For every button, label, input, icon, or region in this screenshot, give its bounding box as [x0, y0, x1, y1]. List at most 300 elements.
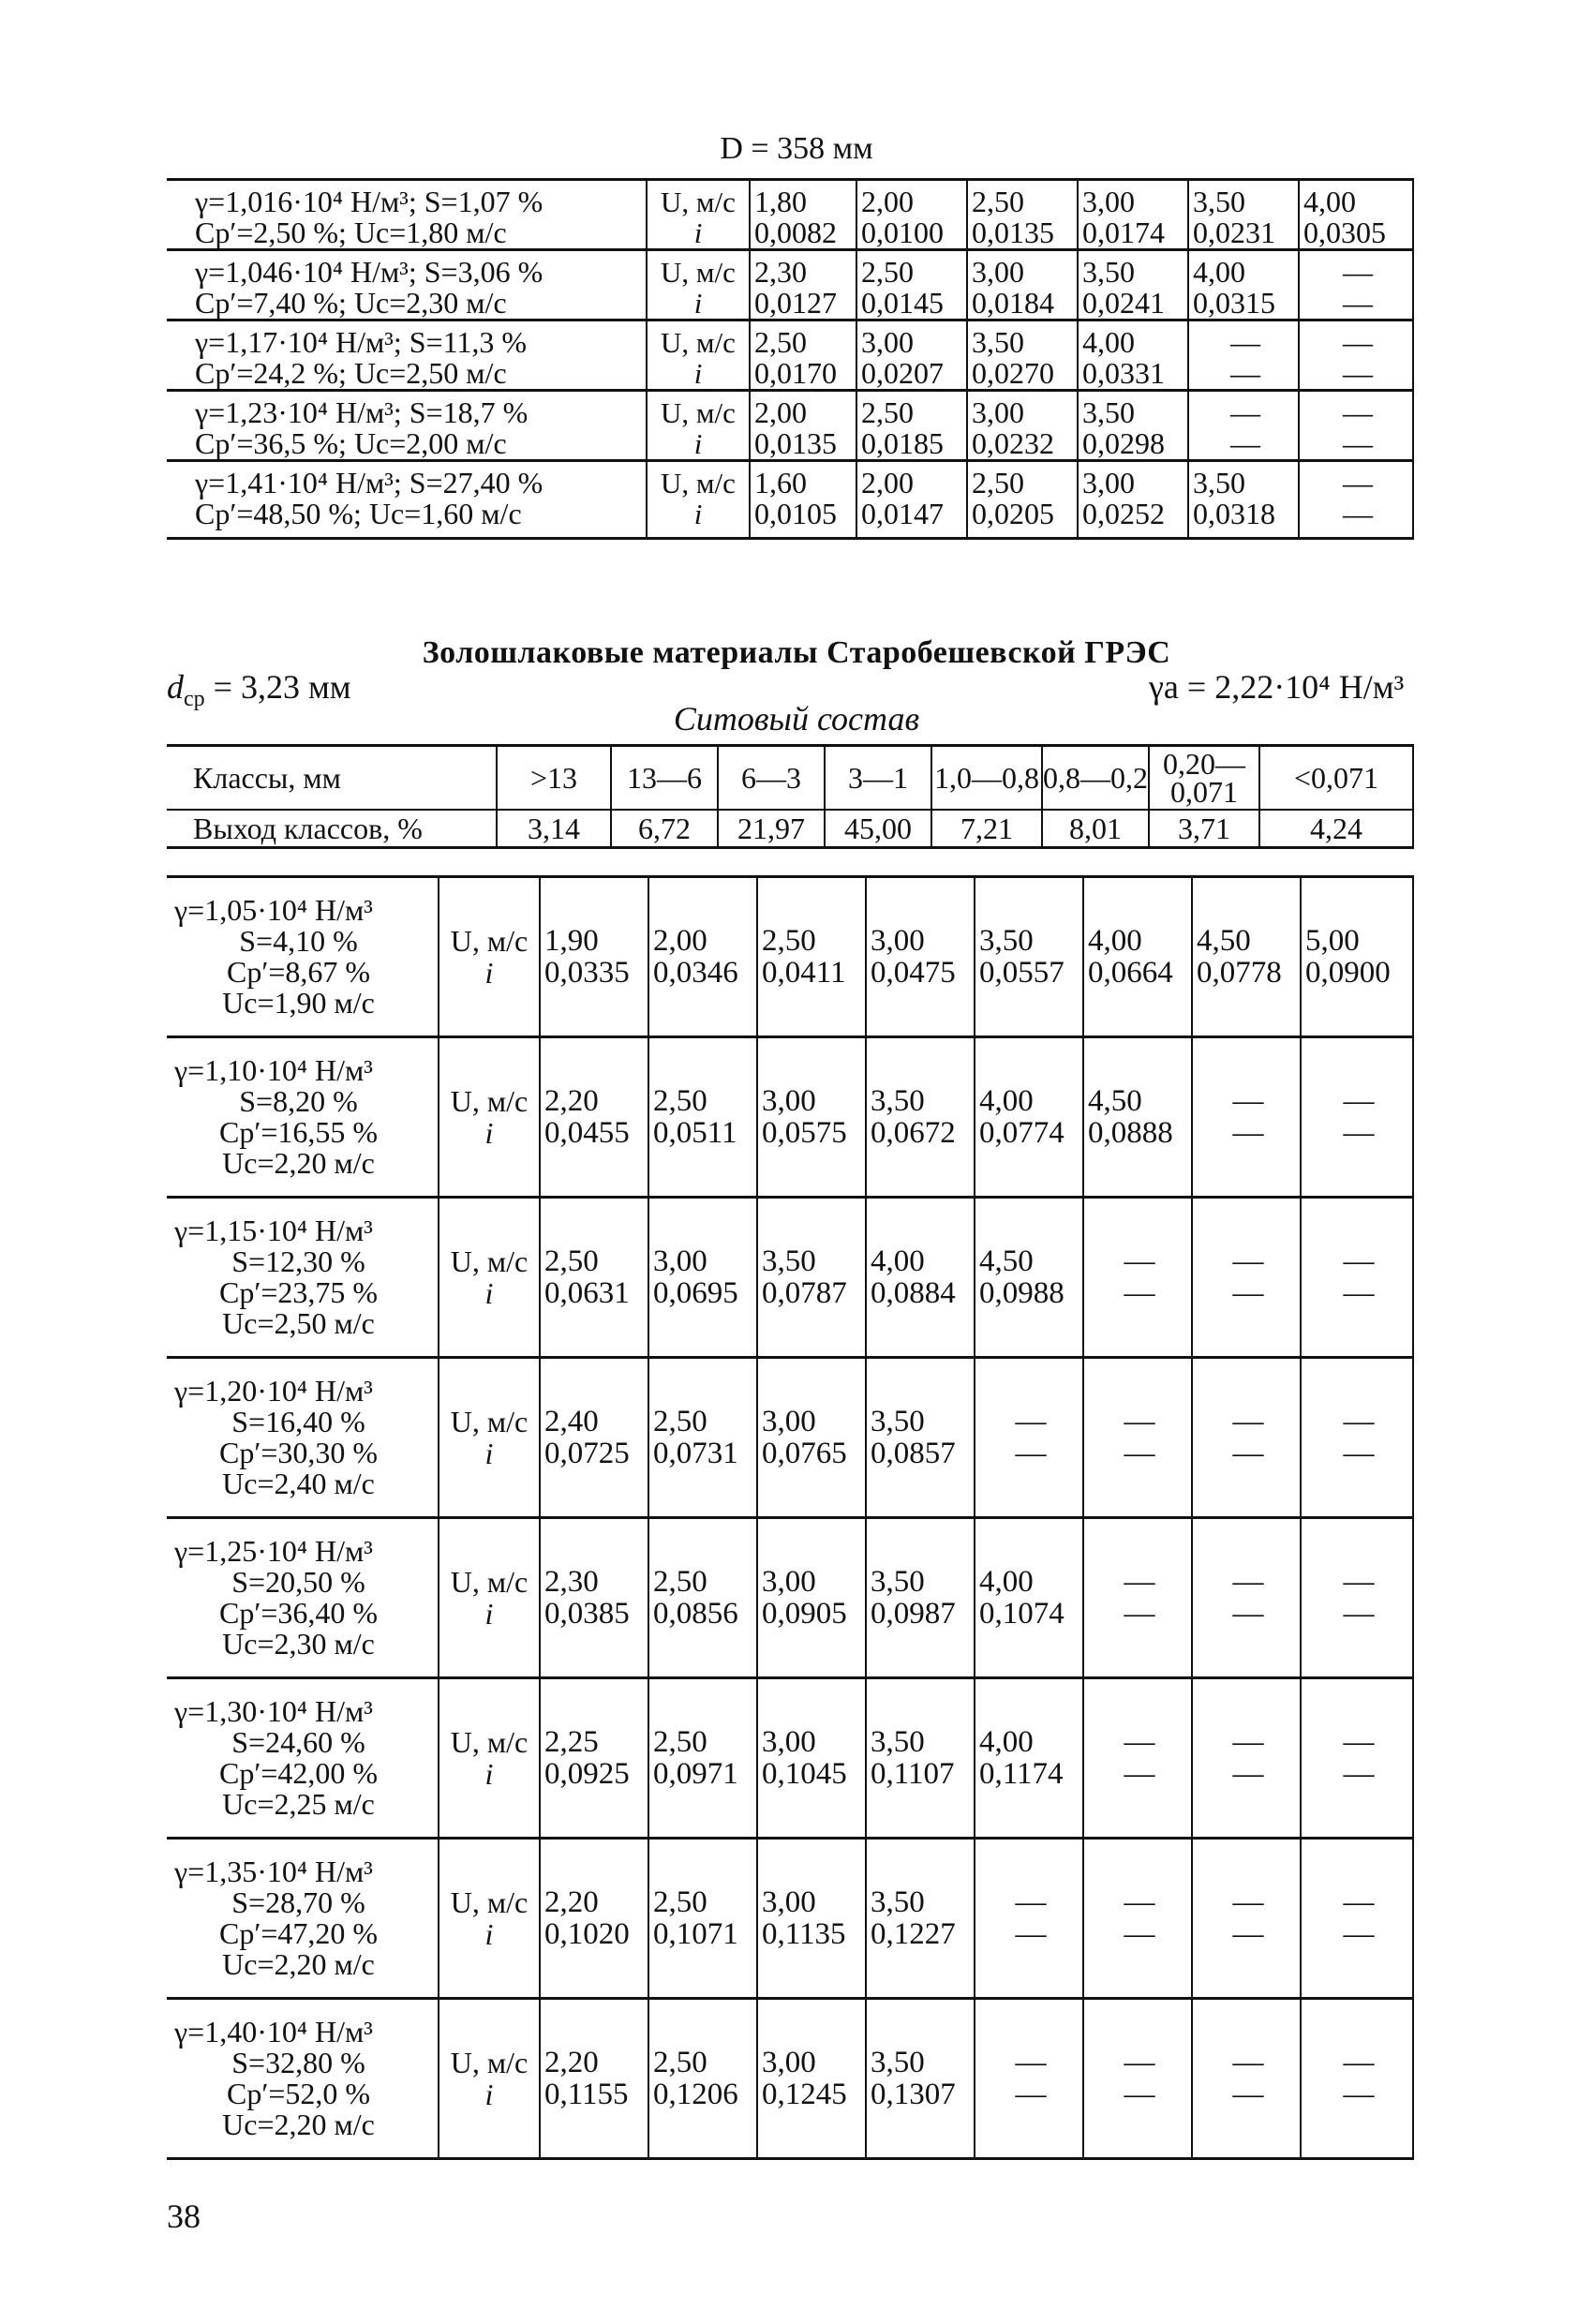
velocity-value: 4,00: [979, 1084, 1034, 1118]
table-row: [167, 1358, 1413, 1518]
param-line: S=8,20 %: [239, 1084, 358, 1118]
value-cell: [1188, 180, 1299, 250]
loss-value: —: [1124, 1437, 1155, 1470]
loss-value: 0,1245: [762, 2078, 847, 2111]
loss-value: 0,0787: [762, 1276, 847, 1310]
loss-value: 0,0475: [871, 956, 956, 990]
velocity-value: 2,50: [861, 255, 914, 289]
value-cell: [1301, 1678, 1413, 1839]
value-cell: [1299, 180, 1413, 250]
class-cell: 1,0—0,8: [931, 746, 1042, 811]
loss-value: 0,0315: [1193, 286, 1275, 320]
value-cell: [1078, 391, 1188, 461]
velocity-value: 3,00: [972, 255, 1024, 289]
value-cell: [1301, 877, 1413, 1037]
value-cell: [1299, 320, 1413, 391]
loss-value: —: [1015, 1437, 1047, 1470]
row-params: [167, 391, 647, 461]
loss-value: —: [1343, 1116, 1375, 1150]
value-cell: [1078, 180, 1188, 250]
velocity-value: 3,50: [871, 2046, 925, 2079]
velocity-value: 3,00: [1082, 185, 1135, 218]
param-line: S=16,40 %: [231, 1405, 365, 1438]
velocity-value: 3,00: [762, 1084, 816, 1118]
loss-value: —: [1124, 1757, 1155, 1791]
velocity-value: —: [1124, 1405, 1155, 1438]
velocity-value: 2,50: [653, 1725, 707, 1759]
loss-value: 0,0346: [653, 956, 738, 990]
loss-value: 0,0988: [979, 1276, 1064, 1310]
u-i-labels: [439, 1358, 540, 1518]
velocity-value: 3,50: [1193, 466, 1245, 499]
velocity-value: 4,00: [979, 1725, 1034, 1759]
param-line: Uc=2,20 м/с: [222, 1146, 375, 1180]
value-cell: [967, 320, 1078, 391]
loss-value: —: [1343, 2078, 1375, 2111]
i-label: i: [484, 2078, 494, 2111]
loss-value: —: [1343, 1276, 1375, 1310]
yield-cell: 6,72: [611, 810, 718, 848]
loss-value: 0,0105: [754, 497, 837, 530]
value-cell: [975, 1358, 1083, 1518]
u-label: U, м/с: [450, 1084, 529, 1118]
value-cell: [648, 1999, 757, 2159]
loss-value: 0,0888: [1088, 1116, 1173, 1150]
value-cell: [757, 1839, 866, 1999]
table-row: [167, 461, 1413, 539]
loss-value: 0,0672: [871, 1116, 956, 1150]
param-line: γ=1,25·10⁴ Н/м³: [174, 1534, 373, 1568]
value-cell: [1192, 1678, 1301, 1839]
loss-value: 0,0174: [1082, 216, 1165, 249]
velocity-value: 3,00: [762, 1565, 816, 1599]
i-label: i: [484, 1597, 494, 1631]
value-cell: [1301, 1518, 1413, 1678]
i-label: i: [693, 357, 703, 390]
class-cell: 0,8—0,2: [1042, 746, 1149, 811]
sieve-table: [167, 744, 1414, 849]
value-cell: [757, 1037, 866, 1198]
param-line: Cp′=47,20 %: [218, 1916, 379, 1950]
velocity-value: 2,50: [754, 325, 807, 359]
loss-value: 0,0455: [544, 1116, 630, 1150]
velocity-value: —: [1230, 325, 1260, 359]
param-line: γ=1,41·10⁴ Н/м³; S=27,40 %: [195, 466, 543, 499]
loss-value: —: [1343, 356, 1373, 390]
velocity-value: 4,00: [1303, 185, 1356, 218]
velocity-value: 4,00: [1193, 255, 1245, 289]
table-row: [167, 1839, 1413, 1999]
velocity-value: 2,50: [544, 1244, 599, 1278]
row-params: [167, 461, 647, 539]
param-line: γ=1,15·10⁴ Н/м³: [174, 1214, 373, 1247]
velocity-value: —: [1015, 2046, 1047, 2079]
param-line: Uc=2,30 м/с: [222, 1627, 375, 1661]
value-cell: [1301, 1198, 1413, 1358]
value-cell: [1299, 391, 1413, 461]
value-cell: [1083, 877, 1192, 1037]
i-label: i: [484, 1917, 494, 1951]
loss-value: 0,1045: [762, 1757, 847, 1791]
param-line: γ=1,05·10⁴ Н/м³: [174, 893, 373, 927]
value-cell: [648, 1358, 757, 1518]
u-label: U, м/с: [661, 256, 736, 289]
i-label: i: [484, 956, 494, 990]
loss-value: 0,0987: [871, 1597, 956, 1631]
value-cell: [1083, 1999, 1192, 2159]
value-cell: [967, 391, 1078, 461]
u-label: U, м/с: [661, 467, 736, 499]
loss-value: —: [1343, 1437, 1375, 1470]
loss-value: 0,1074: [979, 1597, 1064, 1631]
loss-value: 0,0184: [972, 286, 1054, 320]
param-line: γ=1,23·10⁴ Н/м³; S=18,7 %: [195, 395, 529, 429]
param-line: Uc=2,25 м/с: [222, 1787, 375, 1821]
velocity-value: —: [1232, 1565, 1264, 1599]
loss-value: 0,0725: [544, 1437, 630, 1470]
u-label: U, м/с: [661, 396, 736, 429]
velocity-value: —: [1343, 395, 1373, 429]
velocity-value: 4,00: [979, 1565, 1034, 1599]
loss-value: 0,0135: [754, 426, 837, 460]
loss-value: 0,0127: [754, 286, 837, 320]
loss-value: 0,0971: [653, 1757, 738, 1791]
loss-value: 0,0557: [979, 956, 1064, 990]
value-cell: [1299, 250, 1413, 320]
loss-value: 0,1206: [653, 2078, 738, 2111]
loss-value: 0,0778: [1197, 956, 1282, 990]
param-line: Cp′=2,50 %; Uc=1,80 м/с: [195, 216, 507, 249]
value-cell: [1078, 250, 1188, 320]
velocity-value: 3,00: [762, 1405, 816, 1438]
velocity-value: 4,50: [1197, 924, 1251, 958]
velocity-value: 2,50: [653, 1885, 707, 1919]
top-title: D = 358 мм: [720, 131, 873, 166]
velocity-value: 3,00: [871, 924, 925, 958]
loss-value: 0,0385: [544, 1597, 630, 1631]
velocity-value: —: [1124, 2046, 1155, 2079]
velocity-value: 4,50: [979, 1244, 1034, 1278]
u-label: U, м/с: [450, 2046, 529, 2079]
velocity-value: —: [1343, 466, 1373, 499]
loss-value: —: [1230, 356, 1260, 390]
value-cell: [1083, 1518, 1192, 1678]
table-row: [167, 391, 1413, 461]
loss-value: 0,0884: [871, 1276, 956, 1310]
gamma-a: γa = 2,22·10⁴ Н/м³: [1149, 668, 1405, 706]
loss-value: 0,0765: [762, 1437, 847, 1470]
value-cell: [1299, 461, 1413, 539]
param-line: γ=1,17·10⁴ Н/м³; S=11,3 %: [195, 325, 528, 359]
value-cell: [648, 1678, 757, 1839]
loss-value: —: [1124, 1276, 1155, 1310]
loss-value: 0,1107: [871, 1757, 955, 1791]
param-line: Uc=2,50 м/с: [222, 1306, 375, 1340]
value-cell: [540, 1518, 648, 1678]
value-cell: [750, 320, 856, 391]
loss-value: —: [1232, 1757, 1264, 1791]
value-cell: [1083, 1037, 1192, 1198]
velocity-value: 2,50: [972, 185, 1024, 218]
yield-cell: 7,21: [931, 810, 1042, 848]
row-params: [167, 1037, 439, 1198]
i-label: i: [484, 1437, 494, 1470]
value-cell: [1078, 320, 1188, 391]
loss-value: 0,0207: [861, 356, 944, 390]
u-label: U, м/с: [450, 1405, 529, 1438]
velocity-value: 3,00: [972, 395, 1024, 429]
row-params: [167, 1518, 439, 1678]
value-cell: [648, 1198, 757, 1358]
velocity-value: 2,50: [653, 1084, 707, 1118]
loss-value: 0,0231: [1193, 216, 1275, 249]
yield-cell: 21,97: [718, 810, 825, 848]
velocity-value: —: [1230, 395, 1260, 429]
value-cell: [540, 1358, 648, 1518]
param-line: γ=1,20·10⁴ Н/м³: [174, 1374, 373, 1408]
loss-value: 0,0270: [972, 356, 1054, 390]
velocity-value: —: [1343, 1084, 1375, 1118]
loss-value: —: [1015, 2078, 1047, 2111]
param-line: Cp′=52,0 %: [226, 2077, 371, 2110]
value-cell: [540, 877, 648, 1037]
loss-value: 0,0411: [762, 956, 846, 990]
class-cell: 13—6: [611, 746, 718, 811]
velocity-value: 3,50: [1082, 255, 1135, 289]
loss-value: —: [1232, 1917, 1264, 1951]
value-cell: [1083, 1358, 1192, 1518]
loss-value: —: [1232, 1437, 1264, 1470]
value-cell: [1188, 461, 1299, 539]
u-label: U, м/с: [661, 326, 736, 359]
loss-value: —: [1343, 286, 1373, 320]
row-params: [167, 1678, 439, 1839]
value-cell: [648, 1518, 757, 1678]
loss-value: 0,0252: [1082, 497, 1165, 530]
velocity-value: 2,30: [544, 1565, 599, 1599]
velocity-value: 3,50: [871, 1885, 925, 1919]
value-cell: [1188, 320, 1299, 391]
velocity-value: 2,50: [972, 466, 1024, 499]
value-cell: [975, 1839, 1083, 1999]
value-cell: [757, 1358, 866, 1518]
velocity-value: 2,50: [762, 924, 816, 958]
table-row: [167, 1678, 1413, 1839]
velocity-value: —: [1232, 1725, 1264, 1759]
class-cell: <0,071: [1259, 746, 1413, 811]
row-params: [167, 1999, 439, 2159]
value-cell: [1192, 1518, 1301, 1678]
velocity-value: 2,50: [653, 2046, 707, 2079]
i-label: i: [693, 216, 703, 249]
velocity-value: —: [1015, 1405, 1047, 1438]
value-cell: [1192, 1198, 1301, 1358]
param-line: Cp′=16,55 %: [218, 1115, 379, 1149]
velocity-value: 2,50: [861, 395, 914, 429]
value-cell: [750, 461, 856, 539]
loss-value: 0,1155: [544, 2078, 629, 2111]
loss-value: 0,0731: [653, 1437, 738, 1470]
param-line: γ=1,016·10⁴ Н/м³; S=1,07 %: [195, 185, 543, 218]
velocity-value: 2,20: [544, 2046, 599, 2079]
u-label: U, м/с: [450, 1885, 529, 1919]
param-line: S=20,50 %: [231, 1565, 365, 1599]
param-line: Cp′=24,2 %; Uc=2,50 м/с: [195, 356, 507, 390]
value-cell: [1188, 250, 1299, 320]
param-line: Cp′=42,00 %: [218, 1756, 379, 1790]
u-i-labels: [439, 1198, 540, 1358]
param-line: Cp′=48,50 %; Uc=1,60 м/с: [195, 497, 522, 530]
value-cell: [750, 180, 856, 250]
loss-value: 0,1307: [871, 2078, 956, 2111]
velocity-value: 3,50: [762, 1244, 816, 1278]
param-line: γ=1,10·10⁴ Н/м³: [174, 1053, 373, 1087]
loss-value: 0,0298: [1082, 426, 1165, 460]
value-cell: [1192, 877, 1301, 1037]
loss-value: 0,0082: [754, 216, 837, 249]
param-line: S=24,60 %: [231, 1725, 365, 1759]
value-cell: [757, 1678, 866, 1839]
page-number: 38: [167, 2197, 201, 2235]
i-label: i: [484, 1276, 494, 1310]
loss-value: 0,0205: [972, 497, 1054, 530]
table-row: [167, 1198, 1413, 1358]
value-cell: [866, 1678, 975, 1839]
loss-value: 0,0631: [544, 1276, 630, 1310]
velocity-value: 5,00: [1305, 924, 1360, 958]
yield-cell: 45,00: [825, 810, 931, 848]
u-i-labels: [647, 391, 750, 461]
u-i-labels: [647, 180, 750, 250]
loss-value: —: [1124, 1597, 1155, 1631]
velocity-value: —: [1343, 1565, 1375, 1599]
velocity-value: 3,50: [871, 1405, 925, 1438]
velocity-value: 3,50: [972, 325, 1024, 359]
loss-value: 0,0857: [871, 1437, 956, 1470]
value-cell: [866, 1198, 975, 1358]
value-cell: [975, 1518, 1083, 1678]
value-cell: [975, 1678, 1083, 1839]
section-title: Золошлаковые материалы Старобешевской ГРЭС: [422, 635, 1171, 670]
velocity-value: 2,50: [653, 1405, 707, 1438]
velocity-value: 2,00: [754, 395, 807, 429]
value-cell: [866, 1839, 975, 1999]
value-cell: [1078, 461, 1188, 539]
velocity-value: —: [1124, 1885, 1155, 1919]
param-line: S=12,30 %: [231, 1244, 365, 1278]
row-params: [167, 1198, 439, 1358]
u-label: U, м/с: [450, 1244, 529, 1278]
velocity-value: 4,00: [871, 1244, 925, 1278]
loss-value: 0,0664: [1088, 956, 1173, 990]
velocity-value: —: [1343, 325, 1373, 359]
row-params: [167, 250, 647, 320]
value-cell: [757, 1518, 866, 1678]
loss-value: —: [1343, 1757, 1375, 1791]
loss-value: 0,0575: [762, 1116, 847, 1150]
loss-value: 0,0856: [653, 1597, 738, 1631]
i-label: i: [484, 1116, 494, 1150]
param-line: γ=1,40·10⁴ Н/м³: [174, 2015, 373, 2048]
loss-value: 0,0135: [972, 216, 1054, 249]
u-label: U, м/с: [450, 1565, 529, 1599]
u-i-labels: [647, 461, 750, 539]
table-row: [167, 1037, 1413, 1198]
velocity-value: —: [1343, 2046, 1375, 2079]
row-params: [167, 877, 439, 1037]
yield-cell: 3,71: [1149, 810, 1259, 848]
value-cell: [856, 320, 967, 391]
table-row: [167, 320, 1413, 391]
value-cell: [540, 1839, 648, 1999]
loss-value: —: [1232, 1276, 1264, 1310]
velocity-value: 4,50: [1088, 1084, 1142, 1118]
param-line: Cp′=36,5 %; Uc=2,00 м/с: [195, 426, 507, 460]
loss-value: 0,0100: [861, 216, 944, 249]
loss-value: —: [1232, 1597, 1264, 1631]
loss-value: 0,0331: [1082, 356, 1165, 390]
velocity-value: 2,30: [754, 255, 807, 289]
i-label: i: [693, 287, 703, 320]
param-line: S=32,80 %: [231, 2046, 365, 2079]
param-line: S=4,10 %: [239, 924, 358, 958]
velocity-value: —: [1232, 2046, 1264, 2079]
mean-diameter: $d_{ср} = 3,23$ мм: [167, 668, 351, 712]
loss-value: 0,0305: [1303, 216, 1386, 249]
value-cell: [1192, 1999, 1301, 2159]
value-cell: [975, 1198, 1083, 1358]
table-row: [167, 1999, 1413, 2159]
velocity-value: 2,00: [861, 185, 914, 218]
loss-value: 0,0900: [1305, 956, 1391, 990]
param-line: Uc=2,20 м/с: [222, 1947, 375, 1981]
param-line: γ=1,30·10⁴ Н/м³: [174, 1694, 373, 1728]
value-cell: [1301, 1839, 1413, 1999]
loss-value: —: [1343, 1597, 1375, 1631]
row-params: [167, 1839, 439, 1999]
value-cell: [1188, 391, 1299, 461]
param-line: Uc=1,90 м/с: [222, 986, 375, 1020]
velocity-value: —: [1232, 1885, 1264, 1919]
value-cell: [856, 250, 967, 320]
velocity-value: —: [1343, 1405, 1375, 1438]
value-cell: [648, 877, 757, 1037]
loss-value: —: [1015, 1917, 1047, 1951]
loss-value: 0,1071: [653, 1917, 738, 1951]
value-cell: [757, 1999, 866, 2159]
velocity-value: 4,00: [1088, 924, 1142, 958]
loss-value: 0,0695: [653, 1276, 738, 1310]
value-cell: [648, 1037, 757, 1198]
param-line: Cp′=23,75 %: [218, 1275, 379, 1309]
velocity-value: 3,00: [762, 1885, 816, 1919]
velocity-value: —: [1232, 1244, 1264, 1278]
value-cell: [1301, 1037, 1413, 1198]
u-i-labels: [439, 1518, 540, 1678]
yield-cell: 8,01: [1042, 810, 1149, 848]
velocity-value: 2,00: [861, 466, 914, 499]
velocity-value: 3,00: [653, 1244, 707, 1278]
velocity-value: 1,90: [544, 924, 599, 958]
value-cell: [866, 877, 975, 1037]
value-cell: [866, 1358, 975, 1518]
velocity-value: 2,25: [544, 1725, 599, 1759]
value-cell: [1083, 1678, 1192, 1839]
loss-value: 0,0147: [861, 497, 944, 530]
velocity-value: 3,00: [1082, 466, 1135, 499]
velocity-value: —: [1343, 1885, 1375, 1919]
velocity-value: 1,60: [754, 466, 807, 499]
